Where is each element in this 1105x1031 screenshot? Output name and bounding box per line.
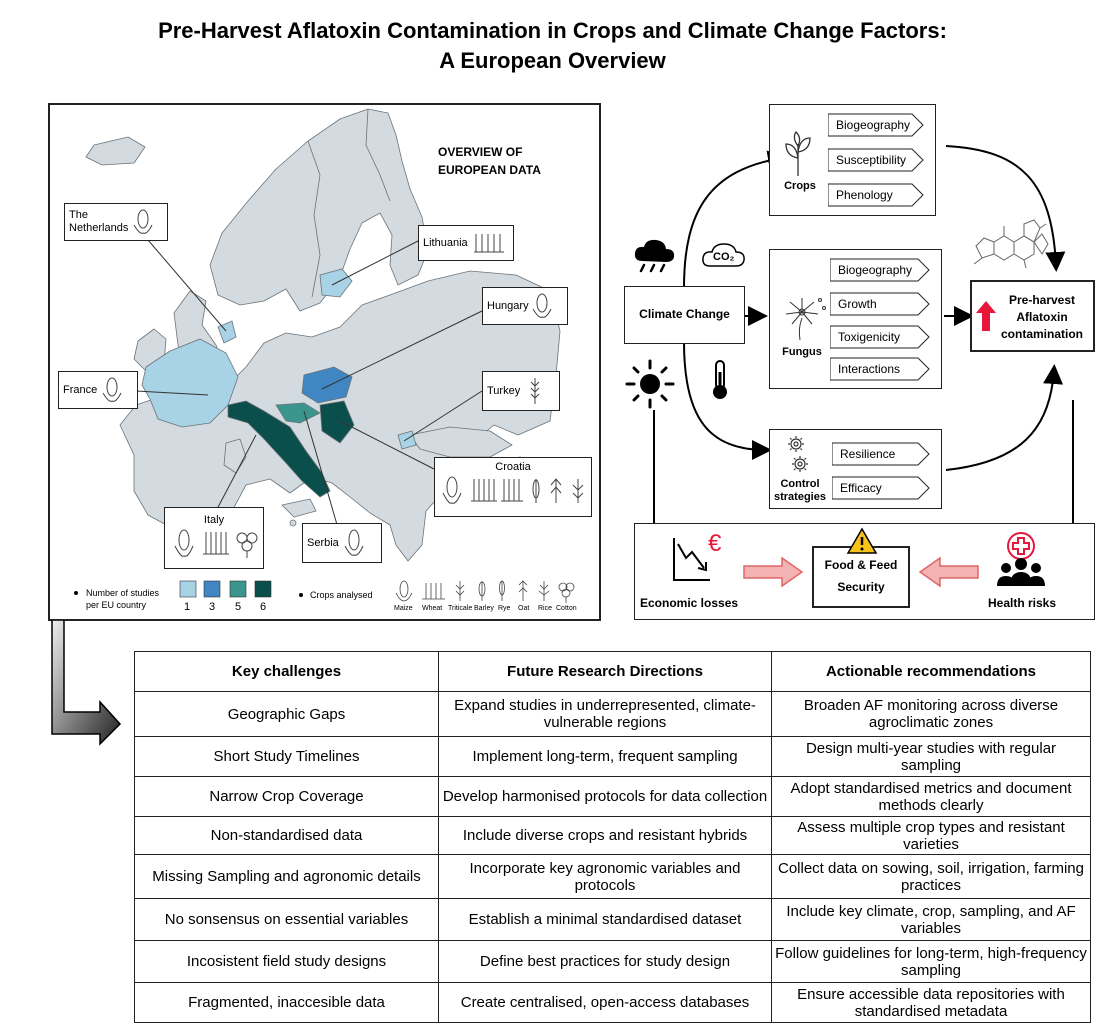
table-cell: Follow guidelines for long-term, high-frequency sampling: [772, 941, 1091, 983]
sicily-shape: [282, 499, 316, 517]
legend-bullet-studies: [74, 591, 78, 595]
legend-swatch-6: [255, 581, 271, 597]
table-cell: Fragmented, inaccesible data: [135, 983, 439, 1023]
croatia-crops-icons: [438, 473, 588, 507]
control-tag-resilience: Resilience: [832, 442, 930, 466]
country-box-france: France: [58, 371, 138, 409]
header-recommendations: Actionable recommendations: [772, 652, 1091, 692]
legend-count-1: 1: [184, 601, 191, 613]
table-cell: Define best practices for study design: [439, 941, 772, 983]
crop-label-barley: Barley: [474, 605, 494, 612]
table-cell: Incosistent field study designs: [135, 941, 439, 983]
right-flow-arrow: [742, 556, 804, 588]
oat-icon: [551, 479, 561, 503]
legend-count-6: 6: [260, 601, 267, 613]
table-row: [135, 899, 1091, 941]
crop-label-rye: Rye: [498, 605, 511, 612]
dandelion-icon: [776, 292, 826, 342]
barley-icon: [533, 479, 539, 503]
crop-label-triticale: Triticale: [448, 605, 473, 612]
table-cell: Develop harmonised protocols for data collection: [439, 777, 772, 817]
table-cell: Include diverse crops and resistant hybrids: [439, 817, 772, 855]
fungus-tag-interactions: Interactions: [830, 357, 930, 381]
triticale-icon: [526, 376, 544, 406]
header-key-challenges: Key challenges: [135, 652, 439, 692]
figure-title: Pre-Harvest Aflatoxin Contamination in Crops and Climate Change Factors:: [158, 18, 947, 43]
country-box-lithuania: Lithuania: [418, 225, 514, 261]
table-row: [135, 855, 1091, 899]
fungus-tag-toxigenicity: Toxigenicity: [830, 325, 930, 349]
crops-tag-biogeography: Biogeography: [828, 113, 924, 137]
maize-icon: [443, 477, 461, 503]
table-row: [135, 941, 1091, 983]
table-row: [135, 737, 1091, 777]
table-cell: Create centralised, open-access databases: [439, 983, 772, 1023]
cotton-icon: [237, 533, 257, 558]
challenges-table: [134, 651, 1091, 1023]
oat-icon: [519, 581, 527, 601]
maize-icon: [396, 581, 412, 601]
table-row: [135, 817, 1091, 855]
scandinavia-shape: [210, 109, 428, 311]
wheat-icon: [203, 532, 229, 554]
thermometer-icon: [708, 358, 732, 402]
wheat-icon: [422, 583, 445, 599]
fungus-tag-growth: Growth: [830, 292, 930, 316]
crop-label-rice: Rice: [538, 605, 553, 612]
table-cell: Narrow Crop Coverage: [135, 777, 439, 817]
table-cell: Expand studies in underrepresented, climate-vulnerable regions: [439, 692, 772, 737]
co2-label: CO₂: [713, 251, 735, 263]
table-cell: Design multi-year studies with regular sampling: [772, 737, 1091, 777]
wheat-icon: [472, 232, 508, 254]
legend-count-3: 3: [209, 601, 216, 613]
header-future-research: Future Research Directions: [439, 652, 772, 692]
control-tag-efficacy: Efficacy: [832, 476, 930, 500]
maize-icon: [132, 209, 154, 235]
rice-icon: [539, 581, 549, 601]
legend-studies-label: Number of studies per EU country: [86, 588, 160, 610]
iceland-shape: [86, 137, 145, 165]
table-header-row: [135, 652, 1091, 692]
country-box-serbia: Serbia: [302, 523, 382, 563]
italy-crops-icons: [168, 526, 260, 560]
euro-icon: €: [708, 530, 722, 557]
food-feed-security-label: Food & Feed Security: [824, 558, 898, 594]
barley-icon: [479, 581, 485, 601]
table-cell: Short Study Timelines: [135, 737, 439, 777]
control-strategies-label: Control strategies: [774, 478, 826, 503]
crop-label-cotton: Cotton: [556, 605, 577, 612]
fungus-label: Fungus: [782, 346, 822, 358]
europe-map-panel: [48, 103, 601, 621]
warning-icon: [846, 527, 878, 555]
economic-losses-label: Economic losses: [640, 596, 739, 610]
legend-crops-label: Crops analysed: [310, 590, 373, 600]
figure-subtitle: A European Overview: [439, 48, 666, 73]
maize-icon: [175, 530, 193, 556]
table-cell: Missing Sampling and agronomic details: [135, 855, 439, 899]
crops-tag-phenology: Phenology: [828, 183, 924, 207]
maize-icon: [343, 529, 365, 557]
people-icon: [996, 556, 1046, 588]
health-risks-label: Health risks: [988, 596, 1057, 610]
gears-icon: [784, 434, 814, 476]
table-cell: Broaden AF monitoring across diverse agroclimatic zones: [772, 692, 1091, 737]
map-to-table-arrow: [44, 620, 124, 750]
rice-icon: [573, 479, 583, 503]
table-cell: Non-standardised data: [135, 817, 439, 855]
table-cell: Establish a minimal standardised dataset: [439, 899, 772, 941]
table-row: [135, 692, 1091, 737]
cotton-icon: [559, 583, 574, 603]
table-cell: Collect data on sowing, soil, irrigation, farming practices: [772, 855, 1091, 899]
crops-tag-susceptibility: Susceptibility: [828, 148, 924, 172]
country-box-italy: Italy: [164, 507, 264, 569]
crop-label-wheat: Wheat: [422, 605, 443, 612]
table-cell: Ensure accessible data repositories with standardised metadata: [772, 983, 1091, 1023]
crop-label-oat: Oat: [518, 605, 530, 612]
crop-label-maize: Maize: [394, 605, 413, 612]
table-cell: Adopt standardised metrics and document methods clearly: [772, 777, 1091, 817]
legend-bullet-crops: [299, 593, 303, 597]
country-box-hungary: Hungary: [482, 287, 568, 325]
plant-icon: [782, 130, 814, 178]
country-box-turkey: Turkey: [482, 371, 560, 411]
table-cell: Include key climate, crop, sampling, and AF variables: [772, 899, 1091, 941]
malta-dot: [290, 520, 296, 526]
aflatoxin-outcome-label: Pre-harvest Aflatoxin contamination: [1000, 293, 1083, 341]
sun-icon: [624, 358, 676, 410]
chart-down-icon: [670, 534, 732, 586]
fungus-tag-biogeography: Biogeography: [830, 258, 930, 282]
table-cell: Geographic Gaps: [135, 692, 439, 737]
country-box-netherlands: The Netherlands: [64, 203, 168, 241]
triticale-icon: [456, 581, 464, 601]
wheat-icon: [501, 479, 523, 501]
climate-change-label: Climate Change: [639, 307, 730, 321]
table-row: [135, 983, 1091, 1023]
legend-swatch-1: [180, 581, 196, 597]
maize-icon: [531, 293, 553, 319]
rye-icon: [500, 581, 505, 601]
table-row: [135, 777, 1091, 817]
country-box-croatia: Croatia: [434, 457, 592, 517]
aflatoxin-molecule-icon: [964, 216, 1050, 272]
legend-swatch-3: [204, 581, 220, 597]
crops-label: Crops: [784, 180, 816, 192]
table-cell: Assess multiple crop types and resistant varieties: [772, 817, 1091, 855]
table-cell: Incorporate key agronomic variables and protocols: [439, 855, 772, 899]
wheat-icon: [471, 479, 497, 501]
map-title: OVERVIEW OF EUROPEAN DATA: [438, 145, 541, 177]
legend-count-5: 5: [235, 601, 242, 613]
rain-cloud-icon: [632, 237, 678, 277]
table-cell: Implement long-term, frequent sampling: [439, 737, 772, 777]
left-flow-arrow: [918, 556, 980, 588]
maize-icon: [101, 377, 123, 403]
legend-swatch-5: [230, 581, 246, 597]
table-cell: No sonsensus on essential variables: [135, 899, 439, 941]
